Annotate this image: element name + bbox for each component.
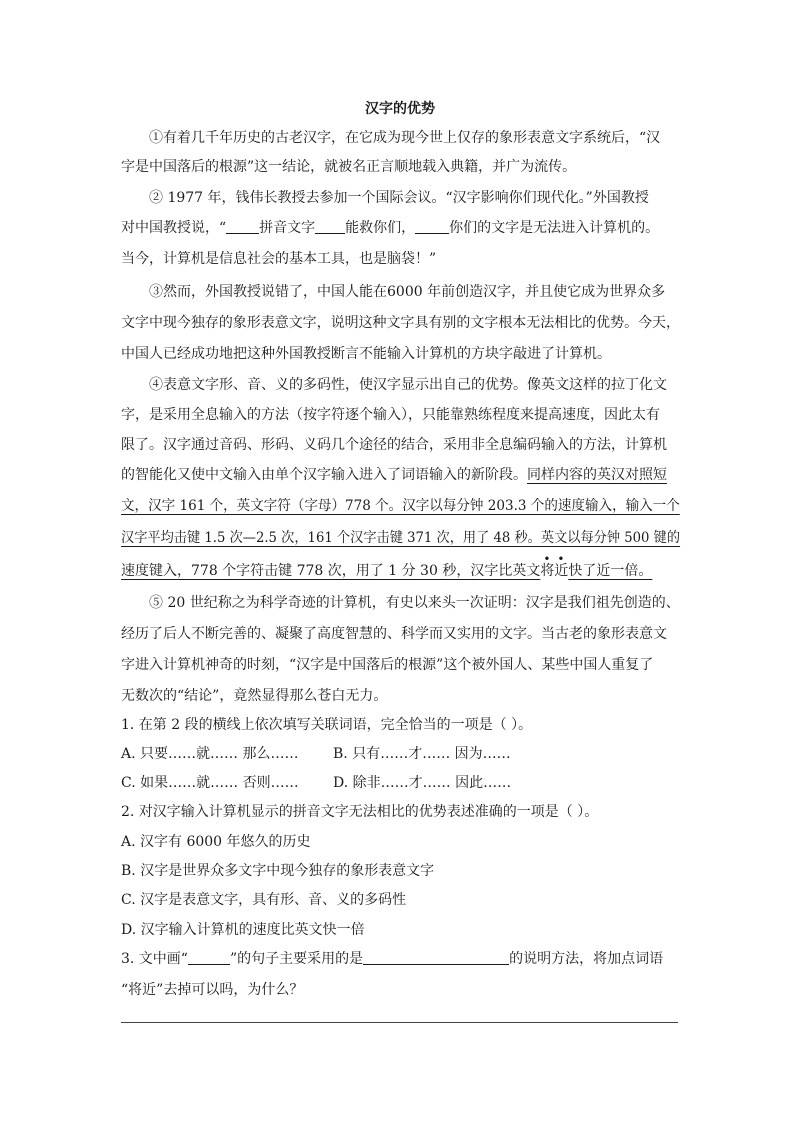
paragraph-2-text: 对中国教授说，“ [121,220,227,236]
answer-blank-quote [188,950,230,965]
question-1-option-a: A. 只要……就…… 那么…… [121,746,299,762]
paragraph-4-line-2: 字，是采用全息输入的方法（按字符逐个输入），只能靠熟练程度来提高速度，因此太有 [121,407,660,423]
paragraph-2-text: 能救你们， [345,220,416,236]
question-2-option-d: D. 汉字输入计算机的速度比英文快一倍 [121,922,365,938]
underlined-sentence: 快了近一倍。 [568,563,653,579]
question-2-stem: 2. 对汉字输入计算机显示的拼音文字无法相比的优势表述准确的一项是（ ）。 [121,804,599,820]
underlined-sentence: 文，汉字 161 个，英文字符（字母）778 个。汉字以每分钟 203.3 个的速度输入，输入一个 [121,498,680,514]
paragraph-3-line-3: 中国人已经成功地把这种外国教授断言不能输入计算机的方块字敲进了计算机。 [121,346,611,362]
underlined-sentence: 同样内容的英汉对照短 [527,467,667,483]
emphasis-dot: • [543,552,551,566]
paragraph-5-line-2: 经历了后人不断完善的、凝聚了高度智慧的、科学而又实用的文字。当古老的象形表意文 [121,626,667,642]
paragraph-2-text: 你们的文字是无法进入计算机的。 [449,220,660,236]
fill-blank-2 [315,219,345,234]
question-2-option-a: A. 汉字有 6000 年悠久的历史 [121,834,311,850]
question-3-line-1 [121,950,663,968]
paragraph-2-line-2 [121,219,659,237]
paragraph-5-line-4: 无数次的“结论”，竟然显得那么苍白无力。 [121,688,388,704]
question-1-option-b: B. 只有……才…… 因为…… [333,746,511,762]
fill-blank-1 [226,219,259,234]
question-2-option-b: B. 汉字是世界众多文字中现今独存的象形表意文字 [121,863,435,879]
paragraph-2-line-3: 当今，计算机是信息社会的基本工具，也是脑袋！” [121,251,437,267]
question-2-option-c: C. 汉字是表意文字，具有形、音、义的多码性 [121,892,407,908]
paragraph-3-line-1: ③然而，外国教授说错了，中国人能在6000 年前创造汉字，并且使它成为世界众多 [149,284,666,300]
question-1-option-c: C. 如果……就…… 否则…… [121,775,299,791]
paragraph-4-line-4 [121,466,667,484]
question-1-stem: 1. 在第 2 段的横线上依次填写关联词语，完全恰当的一项是（ ）。 [121,717,533,733]
underlined-sentence: 汉字平均击键 1.5 次—2.5 次，161 个汉字击键 371 次，用了 48 秒。英文以每分钟 500 键的 [121,530,681,546]
paragraph-4-line-3: 限了。汉字通过音码、形码、义码几个途径的结合，采用非全息编码输入的方法，计算机 [121,437,667,453]
dotted-word-jiangjin [540,552,569,580]
underlined-sentence: 速度键入，778 个字符击键 778 次，用了 1 分 30 秒，汉字比英文 [121,563,541,579]
answer-blank-method [363,950,509,965]
paragraph-2-text: 拼音文字 [259,220,316,236]
paragraph-4-text: 的智能化又使中文输入由单个汉字输入进入了词语输入的新阶段。 [121,467,527,483]
paragraph-5-line-3: 字进入计算机神奇的时刻，“汉字是中国落后的根源”这个被外国人、某些中国人重复了 [121,657,654,673]
paragraph-4-line-1: ④表意文字形、音、义的多码性，使汉字显示出自己的优势。像英文这样的拉丁化文 [149,377,667,393]
question-3-text: 3. 文中画“ [121,951,188,967]
dotted-word-text: 将近 [540,563,569,579]
paragraph-1-line-1: ①有着几千年历史的古老汉字，在它成为现今世上仅存的象形表意文字系统后，“汉 [149,130,661,146]
question-3-line-2: “将近”去掉可以吗，为什么？ [121,982,304,998]
paragraph-3-line-2: 文字中现今独存的象形表意文字，说明这种文字具有别的文字根本无法相比的优势。今天， [121,315,680,331]
paragraph-4-line-7 [121,552,653,580]
question-3-text: 的说明方法，将加点词语 [509,951,664,967]
paragraph-1-line-2: 字是中国落后的根源”这一结论，就被名正言顺地载入典籍，并广为流传。 [121,159,577,175]
answer-line [121,1022,678,1023]
question-1-option-d: D. 除非……才…… 因此…… [333,775,512,791]
paragraph-2-line-1: ② 1977 年，钱伟长教授去参加一个国际会议。“汉字影响你们现代化。”外国教授 [149,190,649,206]
fill-blank-3 [415,219,449,234]
question-3-text: ”的句子主要采用的是 [229,951,364,967]
paragraph-5-line-1: ⑤ 20 世纪称之为科学奇迹的计算机，有史以来头一次证明：汉字是我们祖先创造的、 [149,595,680,611]
emphasis-dot: • [557,552,565,566]
document-title: 汉字的优势 [365,101,435,117]
